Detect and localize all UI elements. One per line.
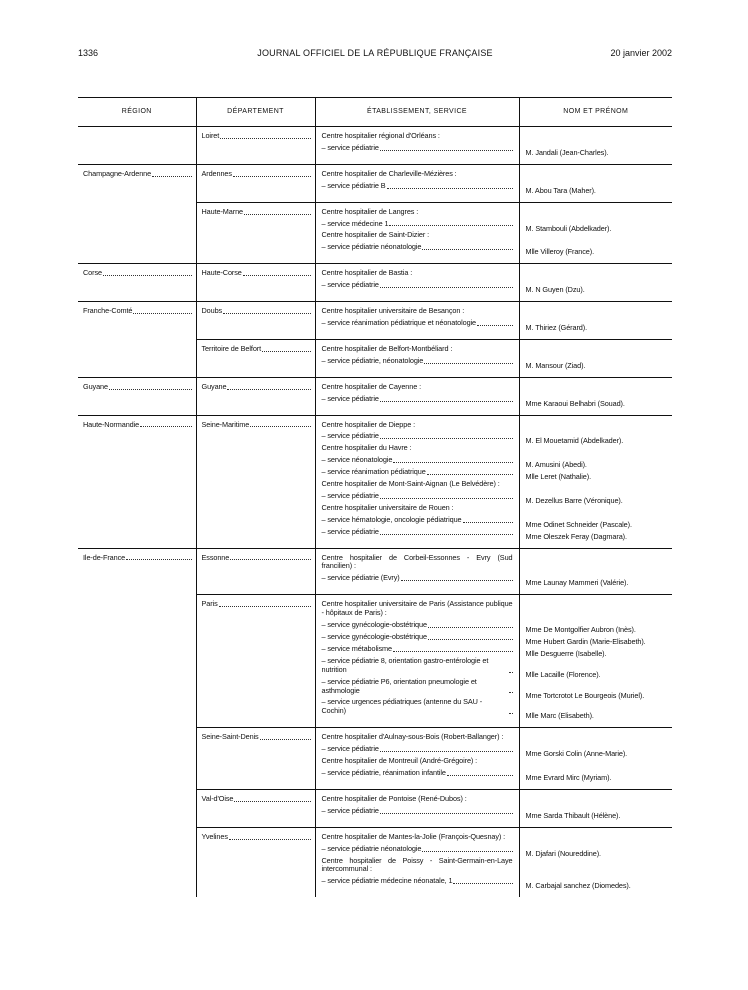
table-row [78, 548, 672, 595]
departement-name: Essonne [201, 552, 230, 562]
leader-dots [230, 559, 310, 560]
leader-dots [477, 325, 512, 326]
person-name: M. Djafari (Noureddine). [525, 848, 601, 858]
nom-cell [519, 377, 672, 415]
service-name: – service pédiatrie B [321, 180, 386, 190]
nom-list [520, 378, 673, 415]
service-name: – service pédiatrie [321, 744, 379, 754]
leader-dots [509, 672, 513, 673]
departement-cell [196, 595, 315, 728]
person-name: Mme Sarda Thibault (Hélène). [525, 810, 621, 820]
nom-cell [519, 164, 672, 202]
region-cell [78, 127, 196, 165]
service-name: – service réanimation pédiatrique et néonatologie [321, 317, 477, 327]
service-line [322, 877, 513, 886]
etablissement-cell [315, 827, 519, 897]
header-departement: DÉPARTEMENT [196, 98, 315, 127]
hospital-name: Centre hospitalier d'Aulnay-sous-Bois (Robert-Ballanger) : [321, 732, 504, 742]
hospital-line [322, 733, 513, 742]
header-region: RÉGION [78, 98, 196, 127]
table-row [78, 415, 672, 548]
service-name: – service pédiatrie [321, 805, 379, 815]
nom-list [520, 165, 673, 202]
person-name: Mme Odinet Schneider (Pascale). [525, 519, 632, 529]
departement-name: Val-d'Oise [201, 793, 234, 803]
leader-dots [380, 287, 513, 288]
hospital-line [322, 444, 513, 453]
leader-dots [219, 606, 311, 607]
hospital-line [322, 857, 513, 875]
service-line [322, 144, 513, 153]
hospital-name: Centre hospitalier de Pontoise (René-Dubos) : [321, 793, 467, 803]
etablissement-cell [315, 595, 519, 728]
leader-dots [262, 351, 310, 352]
person-name: Mme Hubert Gardin (Marie-Elisabeth). [525, 637, 646, 646]
departement-name: Territoire de Belfort [201, 343, 262, 353]
departement-name: Seine-Saint-Denis [201, 732, 259, 742]
service-name: – service pédiatrie P6, orientation pneumologie et asthmologie [321, 676, 477, 695]
table-row [78, 377, 672, 415]
service-line [322, 182, 513, 191]
hospital-name: Centre hospitalier de Poissy - Saint-Germain-en-Laye intercommunal : [321, 855, 513, 874]
service-name: – service métabolisme [321, 643, 392, 653]
service-line [322, 769, 513, 778]
leader-dots [401, 580, 513, 581]
person-name: M. Amusini (Abedi). [525, 460, 587, 470]
service-line [322, 678, 513, 696]
leader-dots [260, 739, 311, 740]
etablissement-cell [315, 202, 519, 264]
nom-list [520, 549, 673, 595]
leader-dots [152, 176, 191, 177]
hospital-line [322, 554, 513, 572]
departement-cell [196, 264, 315, 302]
page-header [78, 48, 672, 62]
service-name: – service urgences pédiatriques (antenne du SAU - Cochin) [321, 697, 483, 716]
nom-cell [519, 415, 672, 548]
leader-dots [227, 389, 310, 390]
nom-cell [519, 302, 672, 340]
service-line [322, 395, 513, 404]
hospital-line [322, 795, 513, 804]
departement-cell [196, 302, 315, 340]
person-name: Mme Gorski Colin (Anne-Marie). [525, 749, 628, 759]
service-name: – service pédiatrie néonatologie [321, 843, 422, 853]
table-row [78, 595, 672, 728]
hospital-line [322, 208, 513, 217]
departement-cell [196, 827, 315, 897]
person-name: Mme Launay Mammeri (Valérie). [525, 578, 629, 588]
region-cell [78, 202, 196, 264]
departement-cell [196, 164, 315, 202]
page-number: 1336 [78, 48, 99, 58]
hospital-line [322, 231, 513, 240]
nom-list [520, 790, 673, 827]
leader-dots [133, 313, 191, 314]
service-line [322, 516, 513, 525]
hospital-name: Centre hospitalier du Havre : [321, 443, 412, 453]
hospital-name: Centre hospitalier de Charleville-Mézières : [321, 168, 457, 178]
data-table [78, 97, 672, 897]
leader-dots [428, 639, 513, 640]
leader-dots [250, 426, 310, 427]
region-cell [78, 789, 196, 827]
region-name: Ile-de-France [83, 552, 126, 562]
service-line [322, 807, 513, 816]
service-line [322, 357, 513, 366]
person-name: Mme Oleszek Feray (Dagmara). [525, 531, 627, 541]
service-name: – service pédiatrie médecine néonatale, 1 [321, 876, 453, 886]
departement-name: Paris [201, 599, 218, 609]
service-name: – service pédiatrie, néonatologie [321, 355, 424, 365]
service-name: – service pédiatrie néonatologie [321, 242, 422, 252]
etablissement-cell [315, 264, 519, 302]
nom-cell [519, 595, 672, 728]
hospital-name: Centre hospitalier de Mont-Saint-Aignan (Le Belvédère) : [321, 479, 500, 489]
hospital-name: Centre hospitalier de Saint-Dizier : [321, 230, 430, 240]
leader-dots [380, 813, 513, 814]
hospital-name: Centre hospitalier de Mantes-la-Jolie (François-Quesnay) : [321, 831, 506, 841]
service-line [322, 243, 513, 252]
service-name: – service pédiatrie [321, 490, 379, 500]
region-cell [78, 595, 196, 728]
hospital-name: Centre hospitalier de Belfort-Montbéliard : [321, 343, 453, 353]
person-name: Mlle Desguerre (Isabelle). [525, 648, 607, 658]
nom-cell [519, 728, 672, 790]
hospital-line [322, 600, 513, 618]
service-line [322, 645, 513, 654]
leader-dots [140, 426, 191, 427]
etablissement-cell [315, 415, 519, 548]
departement-name: Seine-Maritime [201, 419, 250, 429]
departement-name: Haute-Marne [201, 206, 243, 216]
service-name: – service pédiatrie, réanimation infantile [321, 767, 446, 777]
hospital-line [322, 757, 513, 766]
hospital-line [322, 345, 513, 354]
person-name: Mlle Leret (Nathalie). [525, 472, 592, 482]
service-name: – service gynécologie-obstétrique [321, 632, 427, 641]
region-cell [78, 548, 196, 595]
leader-dots [380, 534, 513, 535]
person-name: M. Abou Tara (Maher). [525, 185, 596, 195]
leader-dots [126, 559, 191, 560]
nom-cell [519, 789, 672, 827]
nom-cell [519, 202, 672, 264]
service-line [322, 456, 513, 465]
leader-dots [447, 775, 513, 776]
service-name: – service pédiatrie (Evry) [321, 573, 400, 583]
region-cell [78, 827, 196, 897]
region-name: Corse [83, 268, 102, 278]
service-line [322, 845, 513, 854]
person-name: Mme Tortcrotot Le Bourgeois (Muriel). [525, 690, 645, 700]
etablissement-cell [315, 548, 519, 595]
etablissement-cell [315, 377, 519, 415]
nom-cell [519, 827, 672, 897]
departement-cell [196, 548, 315, 595]
leader-dots [380, 438, 513, 439]
service-name: – service pédiatrie [321, 526, 379, 536]
etablissement-cell [315, 789, 519, 827]
service-line [322, 468, 513, 477]
hospital-name: Centre hospitalier de Corbeil-Essonnes - Evry (Sud francilien) : [321, 552, 513, 571]
hospital-name: Centre hospitalier de Montreuil (André-Grégoire) : [321, 756, 478, 766]
leader-dots [380, 150, 513, 151]
hospital-line [322, 269, 513, 278]
departement-cell [196, 415, 315, 548]
header-etablissement: ÉTABLISSEMENT, SERVICE [315, 98, 519, 127]
service-line [322, 492, 513, 501]
etablissement-cell [315, 302, 519, 340]
person-name: M. N Guyen (Dzu). [525, 285, 585, 295]
region-name: Champagne-Ardenne [83, 168, 152, 178]
region-cell [78, 264, 196, 302]
person-name: M. Jandali (Jean-Charles). [525, 147, 609, 157]
service-name: – service médecine 1 [321, 218, 389, 228]
leader-dots [509, 713, 513, 714]
journal-title: JOURNAL OFFICIEL DE LA RÉPUBLIQUE FRANÇAISE [257, 48, 493, 58]
region-cell [78, 728, 196, 790]
region-cell [78, 164, 196, 202]
region-name: Guyane [83, 381, 108, 391]
service-name: – service pédiatrie [321, 280, 379, 290]
leader-dots [427, 474, 513, 475]
hospital-name: Centre hospitalier universitaire de Rouen : [321, 502, 454, 512]
departement-name: Yvelines [201, 831, 228, 841]
departement-name: Doubs [201, 306, 223, 316]
hospital-line [322, 170, 513, 179]
etablissement-cell [315, 164, 519, 202]
nom-cell [519, 548, 672, 595]
leader-dots [463, 522, 513, 523]
leader-dots [428, 627, 513, 628]
table-row [78, 339, 672, 377]
service-line [322, 621, 513, 630]
service-line [322, 432, 513, 441]
header-nom: NOM ET PRÉNOM [519, 98, 672, 127]
nom-list [520, 416, 673, 548]
leader-dots [220, 138, 310, 139]
service-line [322, 220, 513, 229]
leader-dots [380, 401, 513, 402]
table-row [78, 728, 672, 790]
leader-dots [233, 176, 311, 177]
departement-name: Ardennes [201, 168, 232, 178]
hospital-name: Centre hospitalier de Dieppe : [321, 419, 416, 429]
leader-dots [424, 363, 512, 364]
leader-dots [229, 839, 311, 840]
departement-cell [196, 127, 315, 165]
hospital-line [322, 383, 513, 392]
nom-cell [519, 339, 672, 377]
person-name: Mme Karaoui Belhabri (Souad). [525, 398, 625, 408]
service-line [322, 574, 513, 583]
nom-cell [519, 264, 672, 302]
hospital-line [322, 307, 513, 316]
hospital-line [322, 833, 513, 842]
leader-dots [509, 692, 513, 693]
leader-dots [234, 801, 310, 802]
hospital-line [322, 132, 513, 141]
region-cell [78, 377, 196, 415]
service-line [322, 319, 513, 328]
leader-dots [244, 214, 311, 215]
table-row [78, 264, 672, 302]
hospital-line [322, 480, 513, 489]
table-row [78, 164, 672, 202]
person-name: Mme De Montgolfier Aubron (Inès). [525, 625, 636, 635]
leader-dots [380, 751, 513, 752]
person-name: Mlle Marc (Elisabeth). [525, 711, 594, 721]
nom-list [520, 728, 673, 789]
service-name: – service gynécologie-obstétrique [321, 620, 427, 630]
leader-dots [103, 275, 192, 276]
table-row [78, 127, 672, 165]
region-name: Franche-Comté [83, 306, 133, 316]
service-line [322, 657, 513, 675]
table-row [78, 789, 672, 827]
leader-dots [380, 498, 513, 499]
hospital-name: Centre hospitalier de Cayenne : [321, 381, 422, 391]
table-body [78, 127, 672, 898]
person-name: Mme Evrard Mirc (Myriam). [525, 772, 612, 782]
hospital-line [322, 421, 513, 430]
service-line [322, 745, 513, 754]
service-line [322, 281, 513, 290]
service-name: – service pédiatrie [321, 431, 379, 441]
leader-dots [422, 249, 512, 250]
service-line [322, 633, 513, 642]
etablissement-cell [315, 339, 519, 377]
person-name: M. Dezellus Barre (Véronique). [525, 495, 623, 505]
departement-name: Haute-Corse [201, 268, 242, 278]
table-row [78, 302, 672, 340]
person-name: M. Mansour (Ziad). [525, 360, 586, 370]
person-name: M. Stambouli (Abdelkader). [525, 223, 612, 233]
leader-dots [453, 883, 512, 884]
departement-cell [196, 728, 315, 790]
leader-dots [243, 275, 311, 276]
nom-list [520, 203, 673, 264]
region-cell [78, 415, 196, 548]
nom-list [520, 828, 673, 898]
hospital-name: Centre hospitalier de Bastia : [321, 268, 413, 278]
service-name: – service néonatologie [321, 455, 393, 465]
region-cell [78, 302, 196, 340]
departement-name: Loiret [201, 131, 220, 140]
service-name: – service réanimation pédiatrique [321, 467, 426, 477]
service-line [322, 698, 513, 716]
etablissement-cell [315, 127, 519, 165]
etablissement-cell [315, 728, 519, 790]
nom-list [520, 340, 673, 377]
person-name: M. El Mouetamid (Abdelkader). [525, 436, 624, 446]
person-name: Mlle Villeroy (France). [525, 247, 595, 257]
person-name: M. Thiriez (Gérard). [525, 322, 588, 332]
person-name: Mlle Lacaille (Florence). [525, 669, 601, 679]
leader-dots [109, 389, 192, 390]
departement-name: Guyane [201, 381, 227, 391]
hospital-line [322, 504, 513, 513]
leader-dots [387, 188, 513, 189]
nom-list [520, 595, 673, 727]
leader-dots [393, 651, 513, 652]
hospital-name: Centre hospitalier de Langres : [321, 206, 419, 216]
service-name: – service pédiatrie [321, 142, 379, 152]
service-name: – service pédiatrie 8, orientation gastro-entérologie et nutrition [321, 655, 489, 674]
leader-dots [422, 851, 512, 852]
departement-cell [196, 377, 315, 415]
hospital-name: Centre hospitalier universitaire de Besançon : [321, 306, 465, 316]
hospital-name: Centre hospitalier universitaire de Paris (Assistance publique - hôpitaux de Paris) : [321, 599, 513, 618]
leader-dots [223, 313, 310, 314]
nom-cell [519, 127, 672, 165]
service-line [322, 528, 513, 537]
service-name: – service hématologie, oncologie pédiatrique [321, 514, 462, 524]
nom-list [520, 264, 673, 301]
region-cell [78, 339, 196, 377]
header-row [78, 98, 672, 127]
hospital-name: Centre hospitalier régional d'Orléans : [321, 131, 440, 140]
person-name: M. Carbajal sanchez (Diomedes). [525, 881, 631, 891]
nom-list [520, 302, 673, 339]
nom-list [520, 127, 673, 164]
departement-cell [196, 202, 315, 264]
service-name: – service pédiatrie [321, 393, 379, 403]
table-row [78, 827, 672, 897]
table-row [78, 202, 672, 264]
departement-cell [196, 339, 315, 377]
leader-dots [393, 462, 512, 463]
publication-date: 20 janvier 2002 [610, 48, 672, 58]
region-name: Haute-Normandie [83, 419, 140, 429]
leader-dots [389, 225, 512, 226]
departement-cell [196, 789, 315, 827]
